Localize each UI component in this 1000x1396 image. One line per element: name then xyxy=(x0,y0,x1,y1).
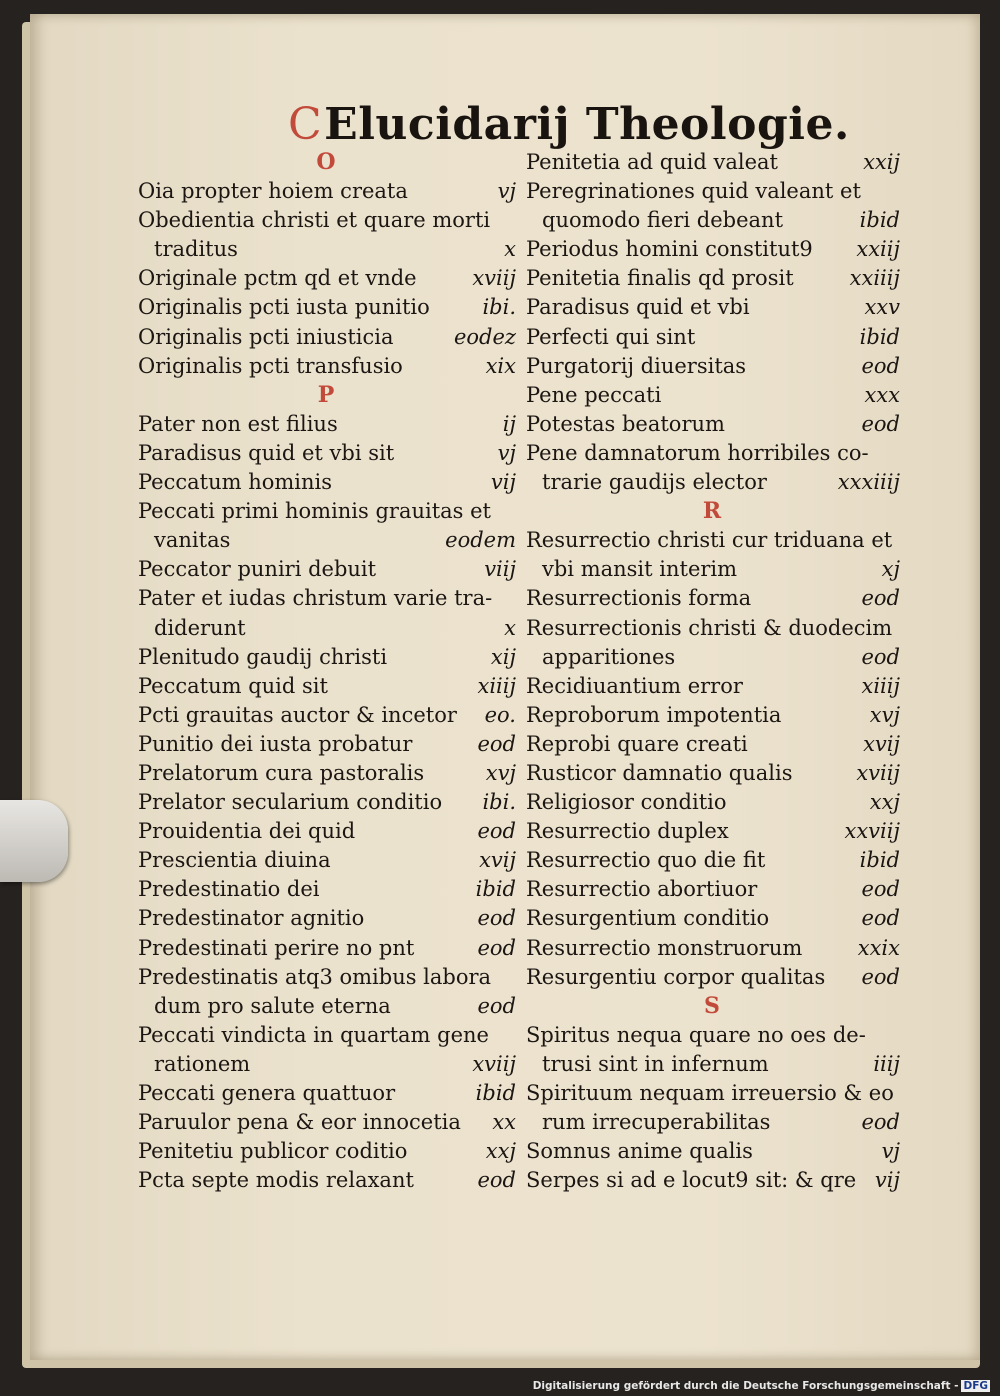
entry-text: Rusticor damnatio qualis xyxy=(526,760,793,785)
entry-text: Resurrectio quo die fit xyxy=(526,848,766,873)
index-entry-continuation xyxy=(526,468,900,497)
index-entry xyxy=(138,206,516,235)
entry-page-ref: xxj xyxy=(869,790,900,815)
index-entry xyxy=(526,963,900,992)
entry-page-ref: ibi. xyxy=(482,790,516,815)
entry-text: Resurrectionis forma xyxy=(526,586,752,611)
entry-text: Originalis pcti iusta punitio xyxy=(138,295,430,320)
entry-text: Paruulor pena & eor innocetia xyxy=(138,1110,461,1135)
entry-text: Spiritus nequa quare no oes de- xyxy=(526,1022,866,1047)
index-entry xyxy=(526,730,900,759)
index-entry xyxy=(138,1108,516,1137)
entry-page-ref: xxiij xyxy=(856,237,900,262)
entry-page-ref: vj xyxy=(497,179,516,204)
index-entry xyxy=(526,788,900,817)
section-letter: P xyxy=(317,381,337,408)
index-entry xyxy=(526,614,900,643)
entry-text: Spirituum nequam irreuersio & eo xyxy=(526,1081,894,1105)
entry-page-ref: xxix xyxy=(857,935,900,960)
entry-text: Pater non est filius xyxy=(138,411,338,436)
entry-text: Pater et iudas christum varie tra- xyxy=(138,586,493,611)
entry-text: Peccatum quid sit xyxy=(138,673,328,698)
index-entry xyxy=(526,817,900,846)
entry-text: Periodus homini constitut9 xyxy=(526,237,813,262)
entry-page-ref: xvij xyxy=(863,731,900,756)
index-entry xyxy=(526,1166,900,1195)
index-entry xyxy=(138,875,516,904)
entry-text: Originalis pcti iniusticia xyxy=(138,324,394,349)
index-entry xyxy=(526,177,900,206)
entry-text: Peccati vindicta in quartam gene xyxy=(138,1022,489,1047)
index-entry xyxy=(526,934,900,963)
index-entry xyxy=(526,381,900,410)
entry-text: dum pro salute eterna xyxy=(154,993,391,1018)
entry-text: Predestinatio dei xyxy=(138,877,320,902)
entry-text: Resurrectio abortiuor xyxy=(526,877,758,902)
section-letter: O xyxy=(316,149,338,175)
entry-page-ref: eod xyxy=(861,964,900,989)
index-entry xyxy=(526,1021,900,1050)
index-entry xyxy=(138,817,516,846)
index-entry xyxy=(138,701,516,730)
index-entry xyxy=(526,323,900,352)
index-entry-continuation xyxy=(138,1050,516,1079)
entry-page-ref xyxy=(892,439,900,468)
index-entry xyxy=(138,323,516,352)
index-entry-continuation xyxy=(138,614,516,643)
entry-page-ref: eod xyxy=(477,1168,516,1193)
entry-page-ref: ibid xyxy=(475,877,516,902)
entry-text: Recidiuantium error xyxy=(526,673,743,698)
index-entry xyxy=(138,177,516,206)
entry-text: vbi mansit interim xyxy=(542,557,738,582)
entry-page-ref: xxv xyxy=(864,295,900,320)
entry-page-ref: xj xyxy=(881,557,900,582)
entry-text: traditus xyxy=(154,237,238,262)
entry-page-ref: eod xyxy=(861,586,900,611)
index-entry xyxy=(138,963,516,992)
entry-text: Obedientia christi et quare morti xyxy=(138,208,491,233)
entry-text: vanitas xyxy=(154,528,231,553)
entry-page-ref xyxy=(894,1079,902,1108)
entry-page-ref xyxy=(508,963,516,992)
heading-title: Elucidarij Theologie. xyxy=(324,99,850,150)
entry-page-ref: ibid xyxy=(859,208,900,233)
entry-page-ref: ibi. xyxy=(482,295,516,320)
entry-text: trarie gaudijs elector xyxy=(542,470,767,495)
entry-text: Predestinatis atq3 omibus labora xyxy=(138,964,492,989)
entry-text: Pene damnatorum horribiles co- xyxy=(526,440,869,465)
entry-page-ref: ibid xyxy=(859,848,900,873)
section-letter: S xyxy=(704,992,722,1019)
entry-text: Resurrectio christi cur triduana et xyxy=(526,528,893,553)
entry-page-ref: eod xyxy=(477,993,516,1018)
entry-text: Prescientia diuina xyxy=(138,848,331,873)
index-entry xyxy=(138,1137,516,1166)
entry-text: Pcti grauitas auctor & incetor xyxy=(138,702,457,727)
index-entry xyxy=(526,293,900,322)
entry-page-ref: xvij xyxy=(479,848,516,873)
entry-text: apparitiones xyxy=(542,644,676,669)
entry-text: Resurgentiu corpor qualitas xyxy=(526,964,826,989)
index-entry xyxy=(138,934,516,963)
index-entry xyxy=(526,352,900,381)
entry-text: Oia propter hoiem creata xyxy=(138,179,408,204)
entry-page-ref xyxy=(892,1021,900,1050)
index-entry xyxy=(526,1137,900,1166)
index-entry xyxy=(138,643,516,672)
index-entry xyxy=(138,584,516,613)
entry-text: Paradisus quid et vbi xyxy=(526,295,750,320)
entry-page-ref: xiiij xyxy=(477,673,516,698)
entry-page-ref: ibid xyxy=(859,324,900,349)
entry-text: rum irrecuperabilitas xyxy=(542,1110,771,1135)
section-letter: R xyxy=(702,498,724,525)
entry-page-ref xyxy=(892,614,900,643)
entry-text: Potestas beatorum xyxy=(526,411,725,436)
index-entry xyxy=(138,1166,516,1195)
index-entry-continuation xyxy=(138,992,516,1021)
entry-text: Pcta septe modis relaxant xyxy=(138,1168,414,1193)
entry-page-ref: eod xyxy=(861,906,900,931)
index-entry-continuation xyxy=(526,1050,900,1079)
index-entry xyxy=(138,555,516,584)
entry-text: Resurgentium conditio xyxy=(526,906,770,931)
index-column-right xyxy=(526,148,900,1195)
entry-page-ref: xviij xyxy=(472,266,516,291)
entry-text: Originale pctm qd et vnde xyxy=(138,266,417,291)
heading-initial: C xyxy=(288,99,323,150)
entry-page-ref: xxxiiij xyxy=(837,470,900,495)
index-entry xyxy=(138,293,516,322)
dfg-credit xyxy=(533,1380,990,1392)
entry-page-ref xyxy=(892,526,900,555)
entry-text: Reprobi quare creati xyxy=(526,731,748,756)
entry-page-ref: eodem xyxy=(445,528,516,553)
index-entry xyxy=(526,672,900,701)
entry-text: Predestinator agnitio xyxy=(138,906,365,931)
entry-text: Prelatorum cura pastoralis xyxy=(138,760,425,785)
index-entry xyxy=(138,788,516,817)
entry-page-ref: iiij xyxy=(873,1051,900,1076)
entry-page-ref xyxy=(508,206,516,235)
entry-page-ref: eod xyxy=(477,819,516,844)
entry-page-ref: xvj xyxy=(485,760,516,785)
entry-text: quomodo fieri debeant xyxy=(542,208,784,233)
index-entry xyxy=(138,672,516,701)
index-entry xyxy=(526,235,900,264)
entry-page-ref: vj xyxy=(497,440,516,465)
index-entry xyxy=(138,497,516,526)
entry-page-ref: xxiiij xyxy=(849,266,900,291)
entry-page-ref: vij xyxy=(874,1168,900,1193)
entry-page-ref: ibid xyxy=(475,1081,516,1105)
entry-page-ref: eod xyxy=(477,906,516,931)
entry-text: Paradisus quid et vbi sit xyxy=(138,440,395,465)
index-entry xyxy=(138,1021,516,1050)
index-entry xyxy=(138,904,516,933)
entry-text: Originalis pcti transfusio xyxy=(138,353,403,378)
index-entry xyxy=(526,526,900,555)
entry-page-ref: xx xyxy=(492,1110,516,1135)
entry-page-ref: xxij xyxy=(863,150,900,174)
entry-text: Penitetiu publicor coditio xyxy=(138,1139,408,1164)
entry-text: Peregrinationes quid valeant et xyxy=(526,179,861,204)
entry-page-ref: eod xyxy=(477,731,516,756)
entry-page-ref: xxj xyxy=(485,1139,516,1164)
entry-page-ref: xxviij xyxy=(844,819,900,844)
entry-page-ref: eo. xyxy=(484,702,516,727)
index-entry xyxy=(138,1079,516,1108)
index-entry xyxy=(526,904,900,933)
entry-text: Punitio dei iusta probatur xyxy=(138,731,413,756)
entry-page-ref: vj xyxy=(881,1139,900,1164)
dfg-logo: DFG xyxy=(963,1380,988,1392)
index-entry-continuation xyxy=(526,643,900,672)
entry-page-ref: eod xyxy=(477,935,516,960)
index-entry xyxy=(526,846,900,875)
index-entry xyxy=(526,439,900,468)
entry-page-ref xyxy=(508,1021,516,1050)
credit-text: Digitalisierung gefördert durch die Deutsche Forschungsgemeinschaft - xyxy=(532,1380,959,1392)
index-entry xyxy=(138,468,516,497)
page-clip xyxy=(0,800,68,882)
index-entry xyxy=(138,410,516,439)
entry-text: Resurrectio monstruorum xyxy=(526,935,803,960)
entry-page-ref: ij xyxy=(502,411,516,436)
index-entry xyxy=(526,584,900,613)
entry-page-ref: vij xyxy=(490,470,516,495)
index-entry-continuation xyxy=(138,526,516,555)
index-entry xyxy=(138,264,516,293)
entry-text: Penitetia ad quid valeat xyxy=(526,150,778,174)
index-entry-continuation xyxy=(526,555,900,584)
index-entry xyxy=(526,701,900,730)
entry-text: Prouidentia dei quid xyxy=(138,819,356,844)
entry-text: trusi sint in infernum xyxy=(542,1051,769,1076)
entry-text: Perfecti qui sint xyxy=(526,324,696,349)
index-entry xyxy=(138,846,516,875)
index-entry-continuation xyxy=(526,206,900,235)
entry-page-ref: eod xyxy=(861,353,900,378)
entry-page-ref xyxy=(892,177,900,206)
entry-page-ref xyxy=(508,497,516,526)
entry-page-ref: xiiij xyxy=(861,673,900,698)
entry-page-ref: xij xyxy=(490,644,516,669)
entry-page-ref: x xyxy=(504,237,516,262)
entry-page-ref: eod xyxy=(861,1110,900,1135)
entry-text: Peccatum hominis xyxy=(138,470,333,495)
entry-page-ref: eod xyxy=(861,877,900,902)
page-heading xyxy=(288,100,850,150)
index-entry xyxy=(526,410,900,439)
entry-text: Reproborum impotentia xyxy=(526,702,782,727)
entry-text: Peccati primi hominis grauitas et xyxy=(138,499,492,524)
entry-page-ref: xxx xyxy=(864,382,900,407)
entry-page-ref: xviij xyxy=(472,1051,516,1076)
entry-page-ref: eod xyxy=(861,411,900,436)
entry-text: Resurrectio duplex xyxy=(526,819,729,844)
entry-text: Somnus anime qualis xyxy=(526,1139,753,1164)
entry-text: Purgatorij diuersitas xyxy=(526,353,747,378)
index-entry xyxy=(526,264,900,293)
entry-text: Penitetia finalis qd prosit xyxy=(526,266,794,291)
index-column-left xyxy=(138,148,516,1195)
entry-text: Predestinati perire no pnt xyxy=(138,935,415,960)
entry-page-ref: eodez xyxy=(453,324,516,349)
entry-text: Prelator secularium conditio xyxy=(138,790,443,815)
index-entry xyxy=(138,730,516,759)
index-entry xyxy=(526,148,900,177)
entry-text: Resurrectionis christi & duodecim xyxy=(526,615,893,640)
entry-text: Peccati genera quattuor xyxy=(138,1081,396,1105)
entry-page-ref: xvj xyxy=(869,702,900,727)
entry-page-ref: viij xyxy=(484,557,516,582)
entry-page-ref: xviij xyxy=(856,760,900,785)
index-entry xyxy=(138,439,516,468)
entry-text: Peccator puniri debuit xyxy=(138,557,377,582)
entry-text: rationem xyxy=(154,1051,251,1076)
index-entry xyxy=(526,1079,900,1108)
entry-text: diderunt xyxy=(154,615,246,640)
index-entry xyxy=(138,352,516,381)
index-entry xyxy=(526,875,900,904)
entry-page-ref: xix xyxy=(485,353,516,378)
entry-text: Pene peccati xyxy=(526,382,662,407)
entry-text: Religiosor conditio xyxy=(526,790,727,815)
entry-page-ref xyxy=(508,584,516,613)
entry-page-ref: eod xyxy=(861,644,900,669)
entry-page-ref: x xyxy=(504,615,516,640)
entry-text: Plenitudo gaudij christi xyxy=(138,644,388,669)
index-entry xyxy=(138,759,516,788)
index-entry-continuation xyxy=(138,235,516,264)
index-entry-continuation xyxy=(526,1108,900,1137)
entry-text: Serpes si ad e locut9 sit: & qre xyxy=(526,1168,857,1193)
index-entry xyxy=(526,759,900,788)
